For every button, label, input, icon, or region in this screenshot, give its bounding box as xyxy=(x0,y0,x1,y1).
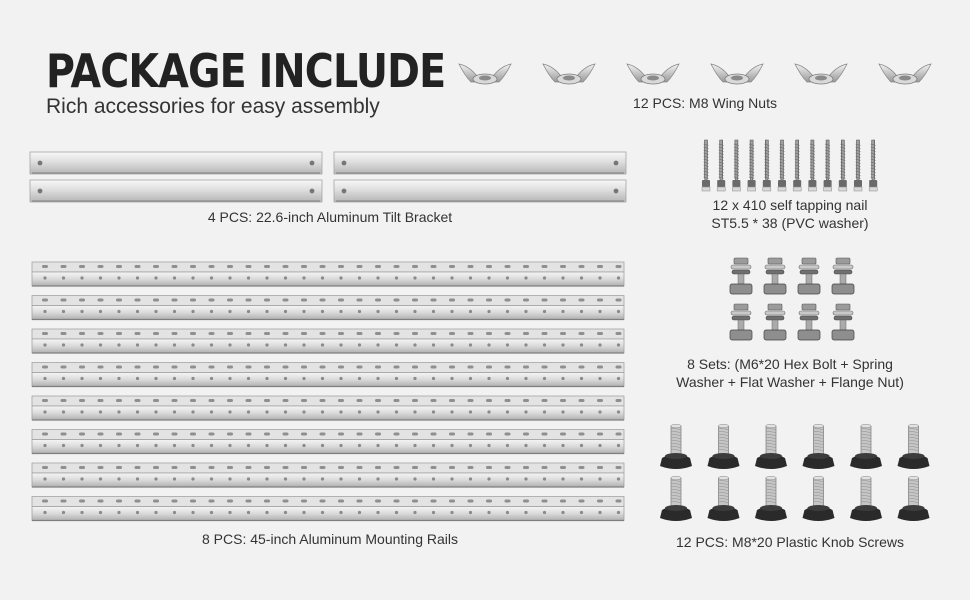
mounting-rail xyxy=(32,296,624,320)
tapping-nail xyxy=(793,140,801,191)
knob-screws-image xyxy=(652,422,942,527)
hex-bolt-set xyxy=(832,258,854,294)
tapping-nail xyxy=(808,140,816,191)
mounting-rails-image xyxy=(30,262,630,528)
mounting-rail xyxy=(32,363,624,387)
tilt-bracket-caption: 4 PCS: 22.6-inch Aluminum Tilt Bracket xyxy=(207,209,453,225)
tilt-bracket-image xyxy=(24,150,644,210)
mounting-rail xyxy=(32,497,624,521)
hex-bolt-set xyxy=(730,258,752,294)
knob-screws-caption: 12 PCS: M8*20 Plastic Knob Screws xyxy=(676,534,904,550)
page-title: PACKAGE INCLUDE xyxy=(46,44,446,98)
mounting-rail xyxy=(32,463,624,487)
hex-bolt-set xyxy=(832,304,854,340)
tapping-nail xyxy=(717,140,725,191)
mounting-rail xyxy=(32,329,624,353)
knob-screw xyxy=(850,476,882,521)
tapping-nails-image xyxy=(700,138,885,194)
hex-bolt-set xyxy=(730,304,752,340)
mounting-rails-caption: 8 PCS: 45-inch Aluminum Mounting Rails xyxy=(201,531,458,547)
wing-nut xyxy=(459,64,511,84)
tapping-nail xyxy=(702,140,710,191)
tapping-nail xyxy=(869,140,877,191)
hex-bolt-set xyxy=(798,304,820,340)
tilt-bracket xyxy=(30,180,322,202)
wing-nut xyxy=(711,64,763,84)
mounting-rail xyxy=(32,262,624,286)
mounting-rail xyxy=(32,430,624,454)
tapping-nail xyxy=(854,140,862,191)
knob-screw xyxy=(803,424,835,469)
tilt-bracket xyxy=(30,152,322,174)
tilt-bracket xyxy=(334,180,626,202)
knob-screw xyxy=(898,476,930,521)
wing-nut xyxy=(627,64,679,84)
knob-screw xyxy=(850,424,882,469)
tapping-nail-caption-line2: ST5.5 * 38 (PVC washer) xyxy=(711,215,869,231)
tapping-nail xyxy=(778,140,786,191)
tapping-nail xyxy=(824,140,832,191)
knob-screw xyxy=(898,424,930,469)
hex-bolt-caption-line1: 8 Sets: (M6*20 Hex Bolt + Spring xyxy=(687,356,893,372)
wing-nuts-image xyxy=(455,58,955,90)
hex-bolt-set xyxy=(798,258,820,294)
tapping-nail xyxy=(839,140,847,191)
page-subtitle: Rich accessories for easy assembly xyxy=(46,95,380,118)
knob-screw xyxy=(755,424,787,469)
tapping-nail-caption-line1: 12 x 410 self tapping nail xyxy=(712,197,868,213)
tapping-nail xyxy=(763,140,771,191)
hex-bolt-set xyxy=(764,304,786,340)
knob-screw xyxy=(708,424,740,469)
tapping-nail xyxy=(732,140,740,191)
wing-nut xyxy=(795,64,847,84)
mounting-rail xyxy=(32,396,624,420)
hex-bolt-caption-line2: Washer + Flat Washer + Flange Nut) xyxy=(676,374,904,390)
tapping-nail xyxy=(748,140,756,191)
knob-screw xyxy=(803,476,835,521)
wing-nut xyxy=(879,64,931,84)
wing-nuts-caption: 12 PCS: M8 Wing Nuts xyxy=(633,95,777,111)
wing-nut xyxy=(543,64,595,84)
knob-screw xyxy=(660,424,692,469)
knob-screw xyxy=(755,476,787,521)
knob-screw xyxy=(660,476,692,521)
hex-bolt-set xyxy=(764,258,786,294)
tilt-bracket xyxy=(334,152,626,174)
hex-bolts-image xyxy=(722,256,857,348)
knob-screw xyxy=(708,476,740,521)
